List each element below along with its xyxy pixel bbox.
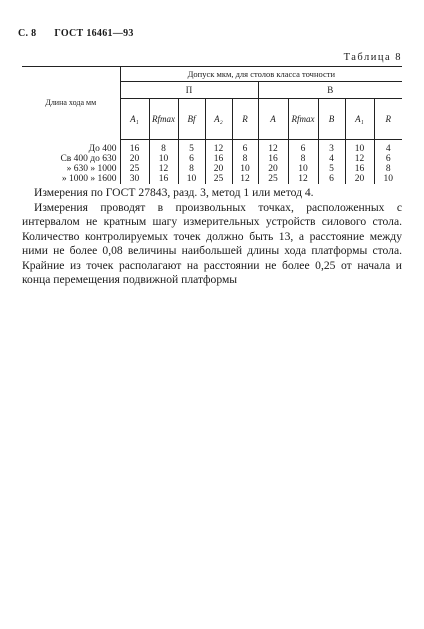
tolerance-header: Допуск мкм, для столов класса точности (120, 67, 402, 82)
tolerance-value-cell: 8 (232, 154, 258, 164)
tolerance-value-cell: 10 (345, 140, 374, 155)
tolerance-value-cell: 12 (205, 140, 232, 155)
body-text (22, 186, 402, 288)
tolerance-value-cell: 10 (383, 174, 394, 184)
tolerance-value-cell: 8 (178, 164, 205, 174)
stroke-length-cell: » 630 » 1000 (22, 164, 120, 174)
tolerance-value-cell: 10 (288, 164, 318, 174)
table-body (22, 140, 402, 185)
subheader-p-4: A₂ (205, 99, 232, 140)
paragraph-procedure: Измерения проводят в произвольных точках, расположенных с интервалом не кратным шагу измерительных устройств силового стола. Количество контролируемых точек должно быть 13, а расстояние между ними не более 0,08 величины наибольшей длины хода платформы стола. Крайние из точек располагают на расстоянии не более 0,25 от начала и конца перемещения подвижной платформы (22, 200, 402, 286)
subheader-b-4: A₁ (345, 99, 374, 140)
tolerance-value-cell: 6 (288, 140, 318, 155)
table-row (22, 174, 402, 184)
subheader-p-2: Rfmax (149, 99, 178, 140)
tolerance-value-cell: 20 (258, 164, 288, 174)
tolerance-value-cell: 12 (345, 154, 374, 164)
class-b-header: В (258, 82, 402, 99)
stroke-length-cell: Св 400 до 630 (22, 154, 120, 164)
tolerance-value-cell: 5 (318, 164, 345, 174)
tolerance-value-cell: 5 (178, 140, 205, 155)
tolerance-value-cell: 16 (258, 154, 288, 164)
tolerance-value-cell: 16 (120, 140, 149, 155)
table-row (22, 154, 402, 164)
tolerance-value-cell: 30 (120, 174, 149, 184)
standard-title: ГОСТ 16461—93 (54, 28, 134, 39)
subheader-b-5: R (374, 99, 402, 140)
subheader-b-2: Rfmax (288, 99, 318, 140)
tolerance-value-cell: 10 (178, 174, 205, 184)
tolerance-value-cell: 25 (120, 164, 149, 174)
paragraph-method: Измерения по ГОСТ 27843, разд. 3, метод 1 или метод 4. (34, 186, 314, 199)
tolerance-value-cell: 6 (232, 140, 258, 155)
subheader-p-5: R (232, 99, 258, 140)
tolerance-value-cell: 12 (288, 174, 318, 184)
subheader-p-1: A₁ (120, 99, 149, 140)
subheader-p-3: Bf (178, 99, 205, 140)
tolerance-value-cell: 12 (258, 140, 288, 155)
tolerance-value-cell: 20 (120, 154, 149, 164)
page-header (18, 28, 134, 39)
tolerance-value-cell: 8 (385, 164, 391, 174)
tolerance-value-cell: 10 (232, 164, 258, 174)
page-number: С. 8 (18, 28, 37, 39)
tolerance-value-cell: 12 (149, 164, 178, 174)
tolerance-value-cell: 16 (149, 174, 178, 184)
tolerance-value-cell: 4 (385, 144, 391, 154)
tolerance-value-cell: 16 (345, 164, 374, 174)
tolerance-value-cell: 6 (178, 154, 205, 164)
tolerance-value-cell: 3 (318, 140, 345, 155)
tolerance-value-cell: 6 (318, 174, 345, 184)
tolerance-value-cell: 16 (205, 154, 232, 164)
tolerance-value-cell: 6 (385, 154, 391, 164)
tolerance-value-cell: 8 (288, 154, 318, 164)
subheader-b-3: B (318, 99, 345, 140)
tolerance-value-cell: 4 (318, 154, 345, 164)
table-row (22, 140, 402, 155)
tolerance-value-cell: 8 (149, 140, 178, 155)
stroke-length-cell: » 1000 » 1600 (22, 174, 120, 184)
tolerance-value-cell: 25 (258, 174, 288, 184)
class-p-header: П (120, 82, 258, 99)
tolerance-table (22, 66, 402, 184)
tolerance-value-cell: 12 (232, 174, 258, 184)
stroke-length-cell: До 400 (22, 140, 120, 155)
tolerance-value-cell: 25 (205, 174, 232, 184)
tolerance-value-cell: 10 (149, 154, 178, 164)
subheader-b-1: A (258, 99, 288, 140)
tolerance-value-cell: 20 (205, 164, 232, 174)
table-row (22, 164, 402, 174)
length-column-header: Длина хода мм (22, 67, 120, 140)
table-caption: Таблица 8 (343, 52, 402, 63)
tolerance-value-cell: 20 (345, 174, 374, 184)
